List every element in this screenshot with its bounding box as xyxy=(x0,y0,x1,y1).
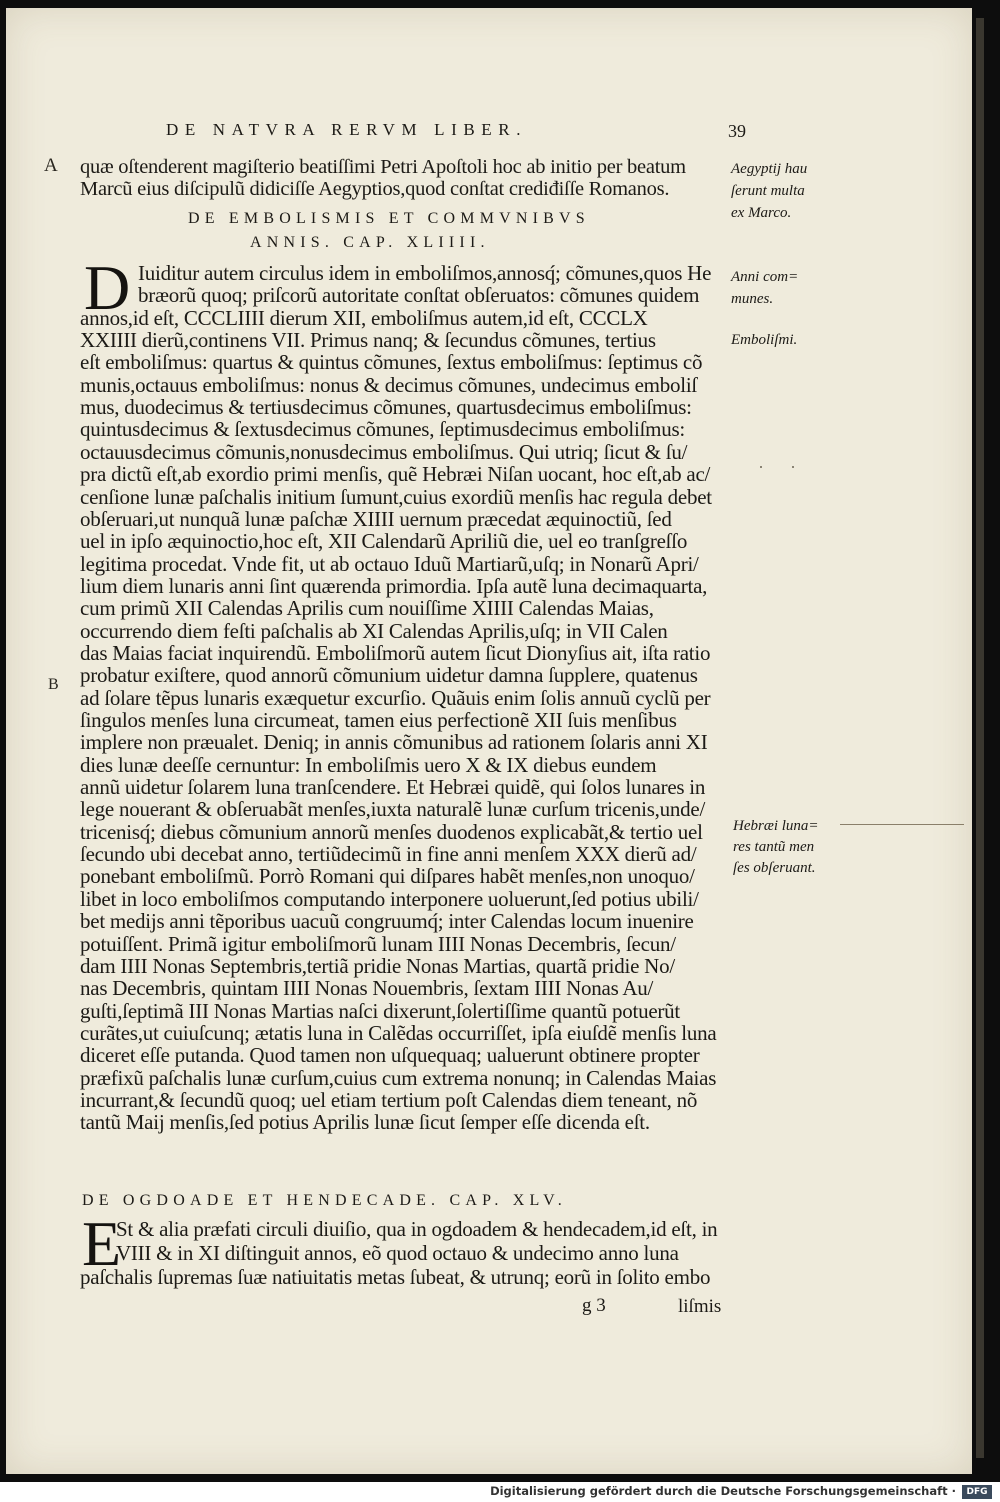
text-line: cenſione lunæ paſchalis initium ſumunt,cuius exordiũ menſis hac regula debet xyxy=(80,484,712,509)
intro-line: quæ oſtenderent magiſterio beatiſſimi Petri Apoſtoli hoc ab initio per beatum xyxy=(80,156,686,178)
chapter-44-heading: DE EMBOLISMIS ET COMMVNIBVS xyxy=(188,210,590,227)
text-line: VIII & in XI diſtinguit annos, eõ quod octauo & undecimo anno luna xyxy=(116,1241,679,1265)
text-line: dam IIII Nonas Septembris,tertiã pridie Nonas Martias, quartã pridie No/ xyxy=(80,953,675,978)
footer-credit: Digitalisierung gefördert durch die Deutsche Forschungsgemeinschaft · xyxy=(490,1484,956,1498)
text-line: annos,id eſt, CCCLIIII dierum XII, emboliſmus autem,id eſt, CCCLX xyxy=(80,305,648,330)
ink-dot xyxy=(760,466,762,468)
text-line: octauusdecimus cõmunis,nonusdecimus emboliſmus. Qui utriq; ſicut & ſu/ xyxy=(80,439,688,464)
ink-dot xyxy=(792,466,794,468)
text-line: probatur exiſtere, quod annorũ cõmunium uidetur damna ſupplere, quatenus xyxy=(80,663,698,688)
text-line: uel in ipſo æquinoctio,hoc eſt, XII Calendarũ Apriliũ die, uel eo tranſgreſſo xyxy=(80,529,688,554)
text-line: implere non præualet. Deniq; in annis cõmunibus ad rationem ſolaris anni XI xyxy=(80,730,708,755)
text-line: cum primũ XII Calendas Aprilis cum nouiſſime XIIII Calendas Maias, xyxy=(80,596,654,621)
text-line: præfixũ paſchalis lunæ curſum,cuius cum extrema nonunq; in Calendas Maias xyxy=(80,1065,717,1090)
text-line: Iuiditur autem circulus idem in emboliſmos,annosq́; cõmunes,quos He xyxy=(138,261,712,285)
dfg-logo-icon: DFG xyxy=(962,1485,992,1499)
text-line: lium diem lunaris anni ſint quærenda primordia. Ipſa autẽ luna decimaquarta, xyxy=(80,573,708,598)
pencil-mark xyxy=(840,824,964,825)
text-line: pra dictũ eſt,ab exordio primi menſis, quẽ Hebræi Niſan uocant, hoc eſt,ab ac/ xyxy=(80,462,711,487)
text-line: XXIIII dierũ,continens VII. Primus nanq; & ſecundus cõmunes, tertius xyxy=(80,328,656,353)
intro-line: Marcũ eius diſcipulũ didiciſſe Aegyptios,quod conſtat crediđiſſe Romanos. xyxy=(80,178,670,200)
page-edge xyxy=(976,18,984,1458)
signature-mark: g 3 xyxy=(582,1295,606,1316)
text-line: munis,octauus emboliſmus: nonus & decimus cõmunes, undecimus emboliſ xyxy=(80,372,698,397)
text-line: tantũ Maij menſis,ſed potius Aprilis lunæ ſicut ſemper eſſe dicenda eſt. xyxy=(80,1110,650,1135)
margin-note-aegyptii: Aegyptij hau ſerunt multa ex Marco. xyxy=(731,161,808,221)
text-line: legitima procedat. Vnde fit, ut ab octauo Iduũ Martiarũ,uſq; in Nonarũ Apri/ xyxy=(80,551,699,576)
drop-cap-e: E xyxy=(82,1208,122,1279)
text-line: incurrant,& ſecundũ quoq; uel etiam tertium poſt Calendas diem teneant, nõ xyxy=(80,1087,698,1112)
text-line: ſecundo ubi decebat anno, tertiũdecimũ in fine anni menſem XXX dierũ ad/ xyxy=(80,842,697,867)
text-line: obſeruari,ut nunquã lunæ paſchæ XIIII uernum præcedat æquinoctiũ, ſed xyxy=(80,506,672,531)
text-line: dies lunæ deeſſe cernuntur: In emboliſmis uero X & IX diebus eundem xyxy=(80,752,657,777)
text-line: bræorũ quoq; priſcorũ autoritate conſtat obſeruatos: cõmunes quidem xyxy=(138,283,700,308)
text-line: occurrendo diem feſti paſchalis ab XI Calendas Aprilis,uſq; in VII Calen xyxy=(80,618,668,643)
text-line: guſti,ſeptimã III Nonas Martias naſci dixerunt,ſolertiſſime quantũ potuerũt xyxy=(80,998,681,1023)
page-number: 39 xyxy=(728,121,746,141)
catchword: liſmis xyxy=(678,1296,722,1317)
text-line: nas Decembris, quintam IIII Nonas Nouembris, ſextam IIII Nonas Au/ xyxy=(80,976,654,1001)
text-line: ponebant emboliſmũ. Porrò Romani qui diſpares habẽt menſes,non unoquo/ xyxy=(80,864,695,889)
footer-bar xyxy=(0,1482,1000,1502)
text-line: das Maias faciat inquirendũ. Emboliſmorũ autem ſicut Dionyſius ait, iſta ratio xyxy=(80,640,711,665)
section-mark-a: A xyxy=(44,155,58,176)
text-line: curãtes,ut cuiuſcunq; ætatis luna in Calẽdas occurriſſet, ipſa eiuſdẽ menſis luna xyxy=(80,1020,717,1045)
text-line: ad ſolare tẽpus lunaris exæquetur excurſio. Quãuis enim ſolis annuũ cyclũ per xyxy=(80,685,711,710)
text-line: mus, duodecimus & tertiusdecimus cõmunes, quartusdecimus emboliſmus: xyxy=(80,395,692,420)
chapter-44-heading-2: ANNIS. CAP. XLIIII. xyxy=(250,234,490,251)
text-line: eſt emboliſmus: quartus & quintus cõmunes, ſextus emboliſmus: ſeptimus cõ xyxy=(80,350,703,375)
text-line: St & alia præfati circuli diuiſio, qua in ogdoadem & hendecadem,id eſt, in xyxy=(116,1217,718,1241)
running-header: DE NATVRA RERVM LIBER. xyxy=(166,120,528,139)
text-line: tricenisq́; diebus cõmunium annorũ menſes duodenos explicabãt,& tertio uel xyxy=(80,819,703,844)
text-line: potuiſſent. Primã igitur emboliſmorũ lunam IIII Nonas Decembris, ſecun/ xyxy=(80,931,676,956)
text-line: paſchalis ſupremas ſuæ natiuitatis metas ſubeat, & utrunq; eorũ in ſolito embo xyxy=(80,1265,711,1289)
text-line: libet in loco emboliſmos computando interponere uoluerunt,ſed potius ubili/ xyxy=(80,886,699,911)
chapter-45-heading: DE OGDOADE ET HENDECADE. CAP. XLV. xyxy=(82,1192,567,1209)
text-line: ſingulos menſes luna circumeat, tamen eius perfectionẽ XII ſuis menſibus xyxy=(80,708,677,732)
text-line: diceret eſſe putanda. Quod tamen non uſquequaq; ualuerunt obtinere propter xyxy=(80,1043,700,1068)
text-line: quintusdecimus & ſextusdecimus cõmunes, ſeptimusdecimus emboliſmus: xyxy=(80,417,686,442)
margin-note-anni: Anni com= munes. xyxy=(731,269,799,307)
section-mark-b: B xyxy=(48,676,59,693)
margin-note-embolismi: Emboliſmi. xyxy=(731,332,798,348)
drop-cap-d: D xyxy=(84,252,131,323)
text-line: lege nouerant & obſeruabãt menſes,iuxta naturalẽ lunæ curſum tricenis,unde/ xyxy=(80,797,706,822)
text-line: bet medijs anni tẽporibus uacuũ congruumq́; inter Calendas locum inuenire xyxy=(80,909,694,934)
text-line: annũ uidetur ſolarem luna tranſcendere. Et Hebræi quidẽ, qui ſolos lunares in xyxy=(80,775,706,800)
margin-note-hebraei: Hebræi luna= res tantũ men ſes obſeruant. xyxy=(733,818,819,876)
